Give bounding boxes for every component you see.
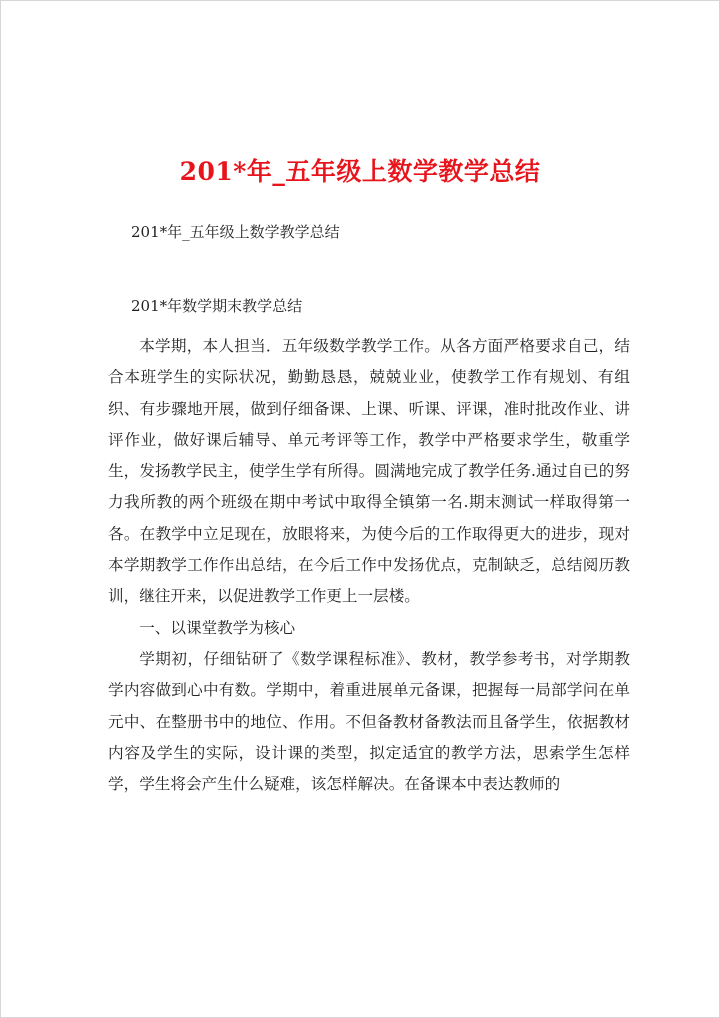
- section-label: 201*年数学期末教学总结: [131, 297, 303, 315]
- document-title: 201*年_五年级上数学教学总结: [179, 157, 541, 186]
- paragraph-teaching: 学期初，仔细钻研了《数学课程标准》、教材，教学参考书，对学期教学内容做到心中有数。学期中，着重进展单元备课，把握每一局部学问在单元中、在整册书中的地位、作用。不但备教材备教法而且备学生，依据教材内容及学生的实际，设计课的类型，拟定适宜的教学方法，思索学生怎样学，学生将会产生什么疑难，该怎样解决。在备课本中表达教师的: [108, 649, 630, 794]
- section-heading: 一、以课堂教学为核心: [139, 618, 296, 637]
- paragraph-intro: 本学期，本人担当．五年级数学教学工作。从各方面严格要求自己，结合本班学生的实际状况，勤勤恳恳，兢兢业业，使教学工作有规划、有组织、有步骤地开展，做到仔细备课、上课、听课、评课，准时批改作业、讲评作业，做好课后辅导、单元考评等工作，教学中严格要求学生，敬重学生，发扬教学民主，使学生学有所得。圆满地完成了教学任务.通过自已的努力我所教的两个班级在期中考试中取得全镇第一名.期末测试一样取得第一各。在教学中立足现在，放眼将来，为使今后的工作取得更大的进步，现对本学期教学工作作出总结，在今后工作中发扬优点，克制缺乏，总结阅历教训，继往开来，以促进教学工作更上一层楼。: [108, 337, 630, 606]
- body-text: [108, 331, 630, 800]
- document-subtitle: 201*年_五年级上数学教学总结: [131, 223, 340, 241]
